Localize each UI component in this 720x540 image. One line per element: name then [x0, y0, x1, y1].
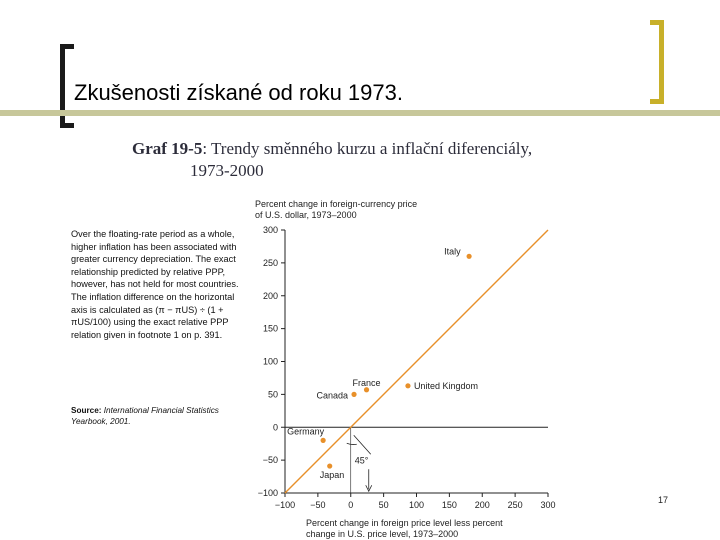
y-tick-label: 0	[272, 422, 278, 433]
x-tick-label: 50	[378, 500, 389, 510]
x-tick-label: 150	[441, 500, 457, 510]
data-point-japan	[327, 463, 332, 468]
y-axis-title-line2: of U.S. dollar, 1973–2000	[255, 210, 357, 220]
slide-title: Zkušenosti získané od roku 1973.	[74, 80, 403, 105]
y-tick-label: 50	[267, 389, 278, 400]
x-tick-label: 200	[474, 500, 490, 510]
x-tick-label: 0	[348, 500, 354, 510]
x-axis-title-line1: Percent change in foreign price level less percent	[306, 518, 503, 528]
forty-five-degree-label: 45°	[354, 455, 369, 466]
chart-marks	[285, 230, 548, 493]
page-number: 17	[658, 495, 669, 505]
data-label-france: France	[352, 377, 381, 388]
x-tick-label: −100	[274, 500, 296, 510]
data-point-canada	[351, 392, 356, 397]
y-tick-label: 200	[262, 290, 278, 301]
data-label-italy: Italy	[444, 246, 461, 257]
angle-pointer-upper	[354, 435, 371, 454]
y-tick-label: −100	[257, 488, 278, 498]
x-tick-label: −50	[310, 500, 326, 510]
data-point-italy	[467, 254, 472, 259]
data-label-germany: Germany	[287, 426, 325, 437]
y-tick-label: 250	[262, 257, 278, 268]
x-tick-label: 250	[507, 500, 523, 510]
angle-arc	[347, 443, 357, 444]
y-tick-label: 100	[262, 356, 278, 367]
data-point-united-kingdom	[405, 383, 410, 388]
y-tick-label: 150	[262, 323, 278, 334]
data-label-united-kingdom: United Kingdom	[413, 380, 478, 391]
figure-note: Over the floating-rate period as a whole, higher inflation has been associated with greater currency depreciation. The exact relationship predicted by relative PPP, however, has not held for most countries. The inflation difference on the horizontal axis is calculated as (π − πUS) ÷ (1 + πUS/100) using the exact relative PPP relation given in footnote 1 on p. 391.	[71, 229, 239, 340]
source-text: International Financial Statistics Yearbook, 2001.	[71, 406, 219, 426]
figure-caption-number: Graf 19-5	[132, 139, 203, 158]
data-point-france	[364, 387, 369, 392]
data-label-japan: Japan	[319, 470, 345, 481]
data-label-canada: Canada	[316, 390, 349, 401]
forty-five-degree-line	[285, 230, 548, 493]
x-tick-label: 300	[540, 500, 556, 510]
figure-caption-text: : Trendy směnného kurzu a inflační diferenciály,	[202, 139, 533, 158]
y-axis-title-line1: Percent change in foreign-currency price	[255, 199, 418, 209]
source-label: Source:	[71, 406, 102, 415]
figure-caption-years: 1973-2000	[190, 161, 264, 180]
x-tick-label: 100	[408, 500, 425, 510]
y-tick-label: −50	[262, 455, 278, 466]
x-axis-title-line2: change in U.S. price level, 1973–2000	[306, 529, 459, 539]
data-point-germany	[321, 438, 326, 443]
y-tick-label: 300	[262, 225, 278, 235]
